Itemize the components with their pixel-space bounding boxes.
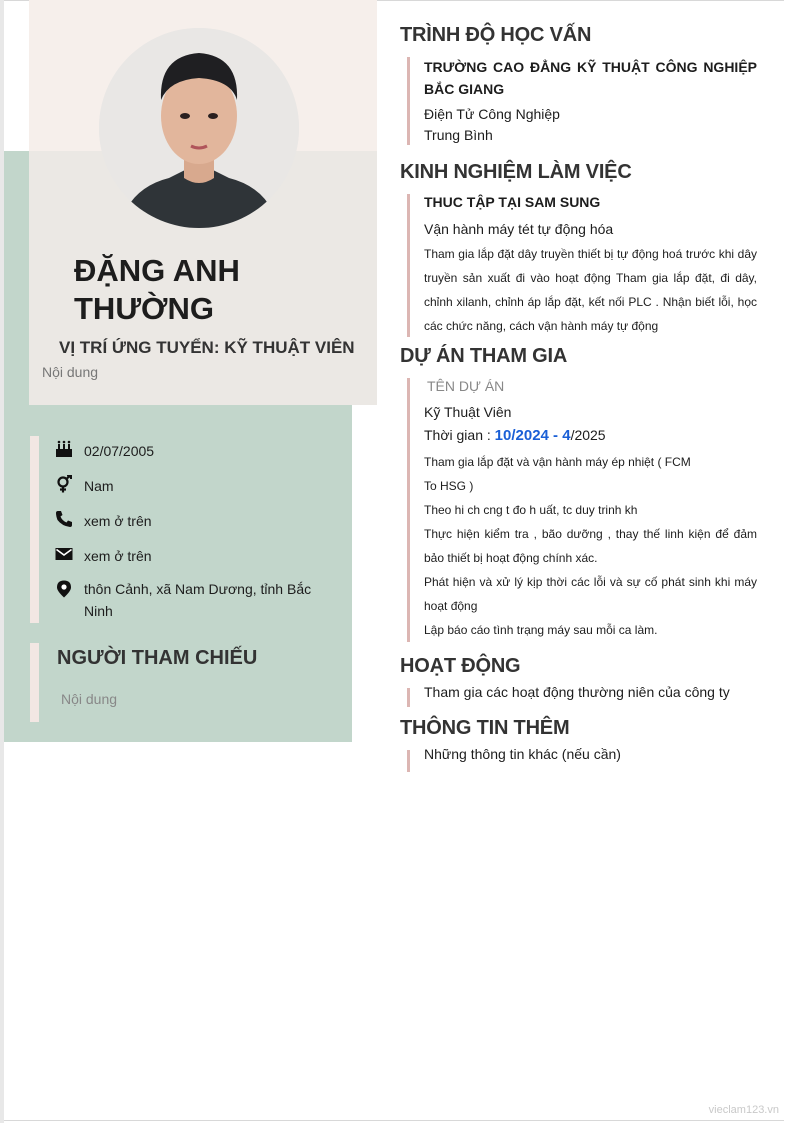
project-line-2: To HSG ): [424, 479, 474, 493]
email-text: xem ở trên: [84, 548, 152, 564]
gender-icon: [55, 475, 73, 493]
project-description: [424, 450, 757, 642]
project-time-label: Thời gian :: [424, 427, 495, 443]
education-accent-bar: [407, 57, 410, 145]
candidate-name-line-2: THƯỜNG: [74, 291, 214, 326]
project-line-5: Phát hiện và xử lý kịp thời các lỗi và sự cố phát sinh khi máy hoạt động: [424, 575, 757, 613]
project-name: TÊN DỰ ÁN: [427, 378, 505, 394]
birthday-cake-icon: [55, 440, 73, 458]
project-time: [424, 427, 606, 444]
activities-text: Tham gia các hoạt động thường niên của công ty: [424, 684, 730, 700]
experience-accent-bar: [407, 194, 410, 337]
watermark: vieclam123.vn: [708, 1104, 779, 1116]
additional-title: THÔNG TIN THÊM: [400, 717, 570, 739]
contact-gender: [55, 475, 324, 497]
additional-text: Những thông tin khác (nếu cần): [424, 746, 621, 762]
profile-portrait: [99, 28, 299, 228]
candidate-name-line-1: ĐẶNG ANH: [74, 253, 240, 288]
experience-description: Tham gia lắp đặt dây truyền thiết bị tự động hoá trước khi dây truyền sản xuất đi vào hoạt động Tham gia lắp đặt, đi dây, chỉnh xilanh, chỉnh áp lắp đặt, kết nối PLC . Nhận biết lỗi, học các chức năng, cách vận hành máy tự động: [424, 247, 757, 333]
email-icon: [55, 545, 73, 563]
activities-title: HOẠT ĐỘNG: [400, 655, 521, 677]
experience-role: Vận hành máy tét tự động hóa: [424, 221, 614, 237]
additional-accent-bar: [407, 750, 410, 772]
project-line-4: Thực hiện kiểm tra , bão dưỡng , thay thế linh kiện để đảm bảo thiết bị hoạt động chính xác.: [424, 527, 757, 565]
candidate-name: [74, 252, 240, 328]
contact-email: [55, 545, 324, 567]
experience-title: KINH NGHIỆM LÀM VIỆC: [400, 161, 632, 183]
address-text: thôn Cảnh, xã Nam Dương, tỉnh Bắc Ninh: [84, 581, 312, 619]
project-role: Kỹ Thuật Viên: [424, 404, 512, 420]
contact-address: [55, 578, 324, 622]
applied-position: VỊ TRÍ ỨNG TUYỂN: KỸ THUẬT VIÊN: [59, 338, 355, 357]
projects-title: DỰ ÁN THAM GIA: [400, 345, 568, 367]
education-school: TRƯỜNG CAO ĐẲNG KỸ THUẬT CÔNG NGHIỆP BẮC GIANG: [424, 59, 757, 97]
location-pin-icon: [55, 580, 73, 598]
phone-text: xem ở trên: [84, 513, 152, 529]
projects-accent-bar: [407, 378, 410, 642]
activities-accent-bar: [407, 688, 410, 707]
project-line-3: Theo hi ch cng t đo h uất, tc duy trinh kh: [424, 503, 638, 517]
contact-info: [30, 436, 330, 623]
experience-company: THUC TẬP TẠI SAM SUNG: [424, 194, 601, 210]
reference-note: Nội dung: [61, 691, 118, 707]
project-time-highlight: 10/2024 - 4: [494, 427, 571, 444]
education-title: TRÌNH ĐỘ HỌC VẤN: [400, 24, 592, 46]
contact-birthday: [55, 440, 324, 462]
education-grade: Trung Bình: [424, 127, 493, 143]
header-note: Nội dung: [42, 364, 99, 380]
reference-section: [30, 643, 330, 722]
project-line-6: Lập báo cáo tình trạng máy sau mỗi ca làm.: [424, 623, 658, 637]
phone-icon: [55, 510, 73, 528]
project-line-1: Tham gia lắp đặt và vận hành máy ép nhiệt ( FCM: [424, 455, 691, 469]
contact-accent-bar: [30, 436, 39, 623]
contact-phone: [55, 510, 324, 532]
project-time-rest: /2025: [570, 427, 606, 443]
birthday-text: 02/07/2005: [84, 443, 155, 459]
reference-title: NGƯỜI THAM CHIẾU: [57, 647, 258, 669]
education-major: Điện Tử Công Nghiệp: [424, 106, 560, 122]
profile-photo: [99, 28, 299, 228]
gender-text: Nam: [84, 478, 114, 494]
reference-accent-bar: [30, 643, 39, 722]
